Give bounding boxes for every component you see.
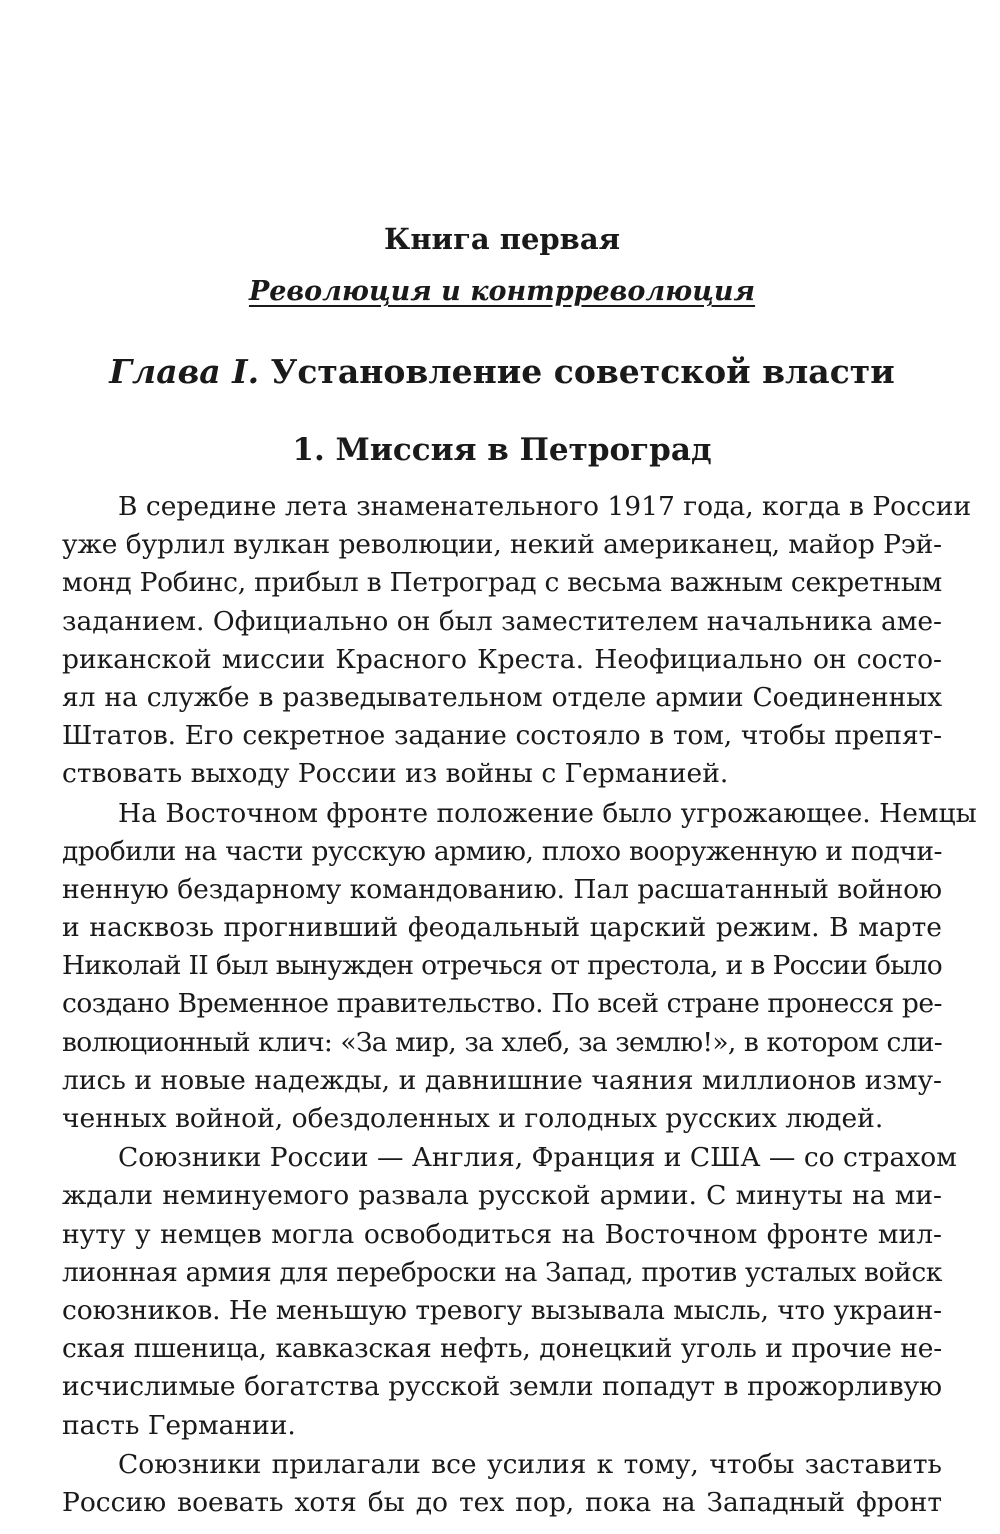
text-line: Николай II был вынужден отречься от престола, и в России было — [62, 950, 942, 982]
text-line: риканской миссии Красного Креста. Неофициально он состо- — [62, 643, 942, 675]
paragraph-2 — [62, 795, 977, 1139]
chapter-number: Глава I. — [109, 352, 260, 391]
text-line: Союзники России — Англия, Франция и США — со страхом — [118, 1142, 957, 1174]
body-text — [62, 488, 977, 1522]
text-line: исчислимые богатства русской земли попадут в прожорливую — [62, 1371, 942, 1403]
text-line: ненную бездарному командованию. Пал расшатанный войною — [62, 873, 942, 905]
text-line: лионная армия для переброски на Запад, против усталых войск — [62, 1256, 942, 1288]
text-line: ченных войной, обездоленных и голодных русских людей. — [62, 1103, 884, 1134]
text-line: На Восточном фронте положение было угрожающее. Немцы — [118, 797, 977, 829]
text-line: монд Робинс, прибыл в Петроград с весьма важным секретным — [62, 567, 942, 599]
paragraph-1 — [62, 488, 972, 794]
text-line: заданием. Официально он был заместителем начальника аме- — [62, 605, 942, 637]
text-line: ждали неминуемого развала русской армии. С минуты на ми- — [62, 1180, 942, 1212]
text-line: нуту у немцев могла освободиться на Восточном фронте мил- — [62, 1218, 942, 1250]
text-line: и насквозь прогнивший феодальный царский режим. В марте — [62, 912, 942, 944]
chapter-name: Установление советской власти — [270, 352, 895, 391]
chapter-title — [62, 352, 942, 391]
text-line: создано Временное правительство. По всей стране пронесся ре- — [62, 988, 942, 1020]
text-line: волюционный клич: «За мир, за хлеб, за землю!», в котором сли- — [62, 1026, 942, 1058]
book-subtitle: Революция и контрреволюция — [248, 276, 756, 307]
text-line: ствовать выходу России из войны с Германией. — [62, 758, 729, 790]
text-line: ская пшеница, кавказская нефть, донецкий уголь и прочие не- — [62, 1333, 942, 1365]
text-line: В середине лета знаменательного 1917 года, когда в России — [118, 491, 972, 522]
section-title: 1. Миссия в Петроград — [292, 432, 712, 468]
text-line: пасть Германии. — [62, 1409, 296, 1441]
text-line: Штатов. Его секретное задание состояло в том, чтобы препят- — [62, 720, 942, 752]
paragraph-3 — [62, 1139, 957, 1445]
text-line: союзников. Не меньшую тревогу вызывала мысль, что украин- — [62, 1294, 942, 1326]
text-line: ял на службе в разведывательном отделе армии Соединенных — [62, 681, 942, 713]
text-line: дробили на части русскую армию, плохо вооруженную и подчи- — [62, 835, 942, 867]
book-title: Книга первая — [383, 222, 621, 256]
paragraph-4 — [62, 1446, 942, 1522]
text-line: Россию воевать хотя бы до тех пор, пока на Западный фронт — [62, 1486, 942, 1518]
text-line: лись и новые надежды, и давнишние чаяния миллионов изму- — [62, 1064, 942, 1096]
text-line: уже бурлил вулкан революции, некий американец, майор Рэй- — [62, 529, 942, 561]
text-line: Союзники прилагали все усилия к тому, чтобы заставить — [118, 1448, 942, 1480]
